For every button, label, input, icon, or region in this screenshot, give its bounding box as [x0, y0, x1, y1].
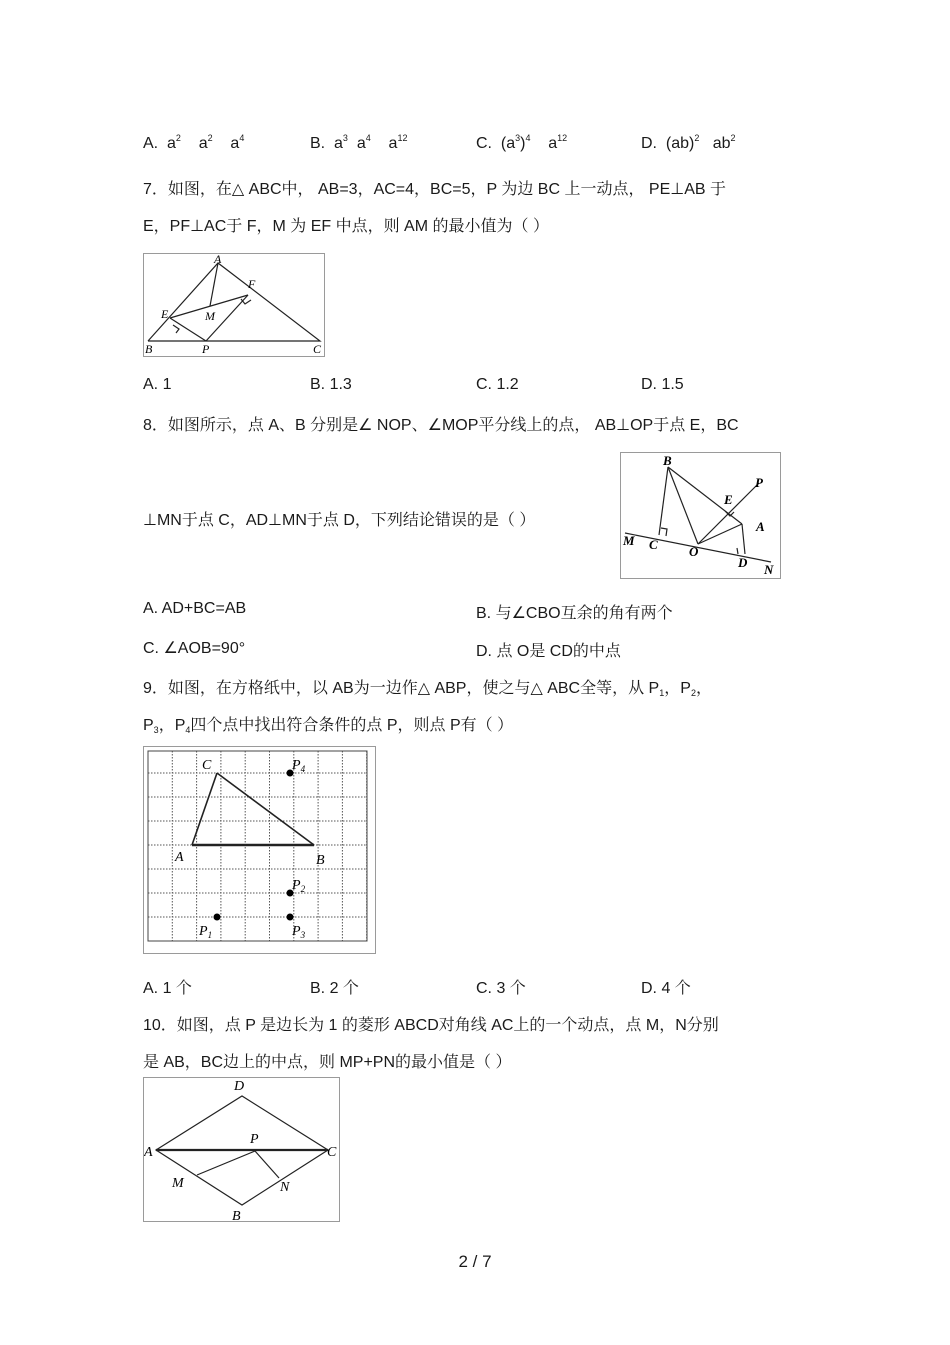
q8-label-c: C	[649, 537, 658, 552]
q10-label-a: A	[144, 1145, 153, 1160]
q7-label-m: M	[205, 309, 215, 323]
q6-option-b: B. $a^3$ $a^4$ $a^{12}$	[310, 133, 408, 152]
q9-label-p4: $P_4$	[292, 758, 306, 774]
q9-option-a: A. 1 个	[143, 980, 192, 997]
q10-text-line2: 是 AB，BC边上的中点，则 MP+PN的最小值是（ ）	[143, 1054, 512, 1071]
q7-text-line2: E，PF⊥AC于 F，M 为 EF 中点，则 AM 的最小值为（ ）	[143, 218, 549, 235]
q7-option-b: B. 1.3	[310, 376, 352, 393]
q9-label-a: A	[175, 850, 184, 865]
q8-option-d: D. 点 O是 CD的中点	[476, 643, 621, 660]
q8-text-line2: ⊥MN于点 C，AD⊥MN于点 D，下列结论错误的是（ ）	[143, 512, 536, 529]
q10-label-m: M	[172, 1176, 184, 1191]
q8-label-b: B	[663, 453, 672, 468]
q10-label-b: B	[232, 1209, 241, 1221]
q8-figure	[620, 452, 781, 579]
q8-label-o: O	[689, 544, 699, 559]
q9-option-b: B. 2 个	[310, 980, 359, 997]
q9-text-line1: 9．如图，在方格纸中，以 AB为一边作△ ABP，使之与△ ABC全等，从 $P_1$，$P_2$，	[143, 680, 712, 698]
q8-label-p: P	[755, 475, 763, 490]
q7-label-f: F	[248, 277, 256, 291]
q7-text-line1: 7．如图，在△ ABC中， AB=3，AC=4，BC=5，P 为边 BC 上一动点， PE⊥AB 于	[143, 181, 726, 198]
q9-label-b: B	[316, 853, 325, 868]
q10-figure	[143, 1077, 340, 1222]
q8-label-a: A	[756, 519, 765, 534]
q8-label-e: E	[724, 492, 733, 507]
q9-option-c: C. 3 个	[476, 980, 526, 997]
q8-option-a: A. AD+BC=AB	[143, 600, 247, 617]
q7-option-a: A. 1	[143, 376, 172, 393]
q9-text-line2: $P_3$，$P_4$四个点中找出符合条件的点 P，则点 P有（ ）	[143, 717, 514, 735]
q8-label-n: N	[764, 562, 774, 577]
q8-option-b: B. 与∠CBO互余的角有两个	[476, 605, 673, 622]
q10-label-p: P	[250, 1132, 259, 1147]
q8-label-m: M	[623, 533, 635, 548]
q7-figure	[143, 253, 325, 357]
q9-figure	[143, 746, 376, 954]
q8-option-c: C. ∠AOB=90°	[143, 640, 246, 657]
q9-label-p1: $P_1$	[199, 924, 213, 940]
q6-option-a: A. $a^2$ $a^2$ $a^4$	[143, 133, 245, 152]
q10-label-c: C	[327, 1145, 337, 1160]
q9-option-d: D. 4 个	[641, 980, 691, 997]
q6-option-d: D. (ab)$^2$ $ab^2$	[641, 133, 736, 152]
q9-label-p3: $P_3$	[292, 924, 306, 940]
q10-label-n: N	[280, 1180, 290, 1195]
q10-label-d: D	[234, 1079, 245, 1094]
q6-option-c: C. $(a^3)^4$ $a^{12}$	[476, 133, 568, 152]
q7-label-b: B	[145, 342, 153, 356]
q10-text-line1: 10．如图，点 P 是边长为 1 的菱形 ABCD对角线 AC上的一个动点，点 M，N分别	[143, 1017, 719, 1034]
q7-label-c: C	[313, 342, 322, 356]
page-number: 2 / 7	[458, 1252, 492, 1271]
q9-label-p2: $P_2$	[292, 878, 306, 894]
q7-label-e: E	[161, 307, 169, 321]
q7-label-p: P	[202, 342, 210, 356]
q7-label-a: A	[214, 254, 222, 266]
q8-text-line1: 8．如图所示，点 A、B 分别是∠ NOP、∠MOP平分线上的点， AB⊥OP于点 E，BC	[143, 417, 739, 434]
q7-option-c: C. 1.2	[476, 376, 519, 393]
q8-label-d: D	[738, 555, 748, 570]
q9-label-c: C	[202, 758, 212, 773]
q7-option-d: D. 1.5	[641, 376, 684, 393]
